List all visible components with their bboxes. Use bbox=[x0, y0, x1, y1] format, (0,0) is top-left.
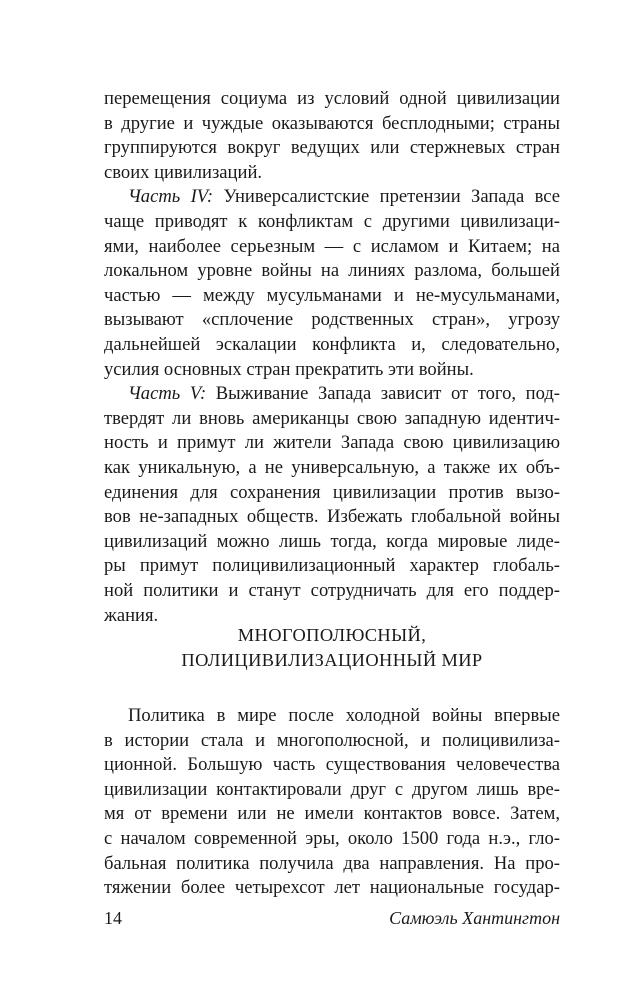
text-line: своих цивилизаций. bbox=[104, 161, 263, 183]
text-line: ционной. Большую часть существования человечества bbox=[104, 754, 560, 776]
text-line: чаще приводят к конфликтам с другими цивилизаци- bbox=[104, 210, 560, 232]
paragraph-section-body bbox=[104, 704, 560, 901]
section-heading bbox=[104, 623, 560, 673]
text-line: единения для сохранения цивилизации против вызо- bbox=[104, 481, 560, 503]
text-line: группируются вокруг ведущих или стержневых стран bbox=[104, 137, 560, 159]
text-line: цивилизации контактировали друг с другом лишь вре- bbox=[104, 778, 560, 800]
text-line: твердят ли вновь американцы свою западную идентич- bbox=[104, 407, 560, 429]
section-heading-line: ПОЛИЦИВИЛИЗАЦИОННЫЙ МИР bbox=[181, 650, 483, 670]
text-line: ями, наиболее серьезным — с исламом и Китаем; на bbox=[104, 235, 560, 257]
part-text: Универсалистские претензии Запада все bbox=[223, 186, 560, 208]
text-line: ность и примут ли жители Запада свою цивилизацию bbox=[104, 432, 560, 454]
text-line: цивилизаций можно лишь тогда, когда мировые лиде- bbox=[104, 530, 560, 552]
text-line: перемещения социума из условий одной цивилизации bbox=[104, 88, 560, 109]
text-line: в истории стала и многополюсной, и полицивилиза- bbox=[104, 729, 560, 751]
text-line: тяжении более четырехсот лет национальные государ- bbox=[104, 877, 560, 899]
text-line: мя от времени или не имели контактов вовсе. Затем, bbox=[104, 803, 560, 825]
text-line: дальнейшей эскалации конфликта и, следовательно, bbox=[104, 333, 560, 355]
part-label: Часть IV: bbox=[128, 186, 214, 208]
text-line: ры примут полицивилизационный характер глобаль- bbox=[104, 555, 560, 577]
paragraph-part-5 bbox=[104, 382, 560, 628]
text-line: вов не-западных обществ. Избежать глобальной войны bbox=[104, 506, 560, 528]
text-line: жания. bbox=[104, 604, 159, 626]
paragraph-continuation bbox=[104, 87, 560, 185]
text-line: бальная политика получила два направления. На про- bbox=[104, 852, 560, 874]
part-label: Часть V: bbox=[128, 383, 207, 405]
text-line: ной политики и станут сотрудничать для его поддер- bbox=[104, 579, 560, 601]
section-heading-line: МНОГОПОЛЮСНЫЙ, bbox=[237, 625, 427, 645]
text-line bbox=[104, 382, 560, 407]
running-footer-author: Самюэль Хантингтон bbox=[389, 908, 560, 928]
text-line: усилия основных стран прекратить эти войны. bbox=[104, 358, 474, 380]
text-line: частью — между мусульманами и не-мусульманами, bbox=[104, 284, 560, 306]
page-number: 14 bbox=[104, 908, 122, 928]
text-line: как уникальную, а не универсальную, а также их объ- bbox=[104, 456, 560, 478]
paragraph-part-4 bbox=[104, 185, 560, 382]
text-line: локальном уровне войны на линиях разлома, большей bbox=[104, 260, 560, 282]
text-line: в другие и чуждые оказываются бесплодными; страны bbox=[104, 112, 560, 134]
text-line: Политика в мире после холодной войны впервые bbox=[128, 705, 560, 726]
text-line: вызывают «сплочение родственных стран», угрозу bbox=[104, 309, 560, 331]
text-line bbox=[104, 185, 560, 210]
text-line: с началом современной эры, около 1500 года н.э., гло- bbox=[104, 827, 560, 849]
part-text: Выживание Запада зависит от того, под- bbox=[215, 383, 560, 405]
